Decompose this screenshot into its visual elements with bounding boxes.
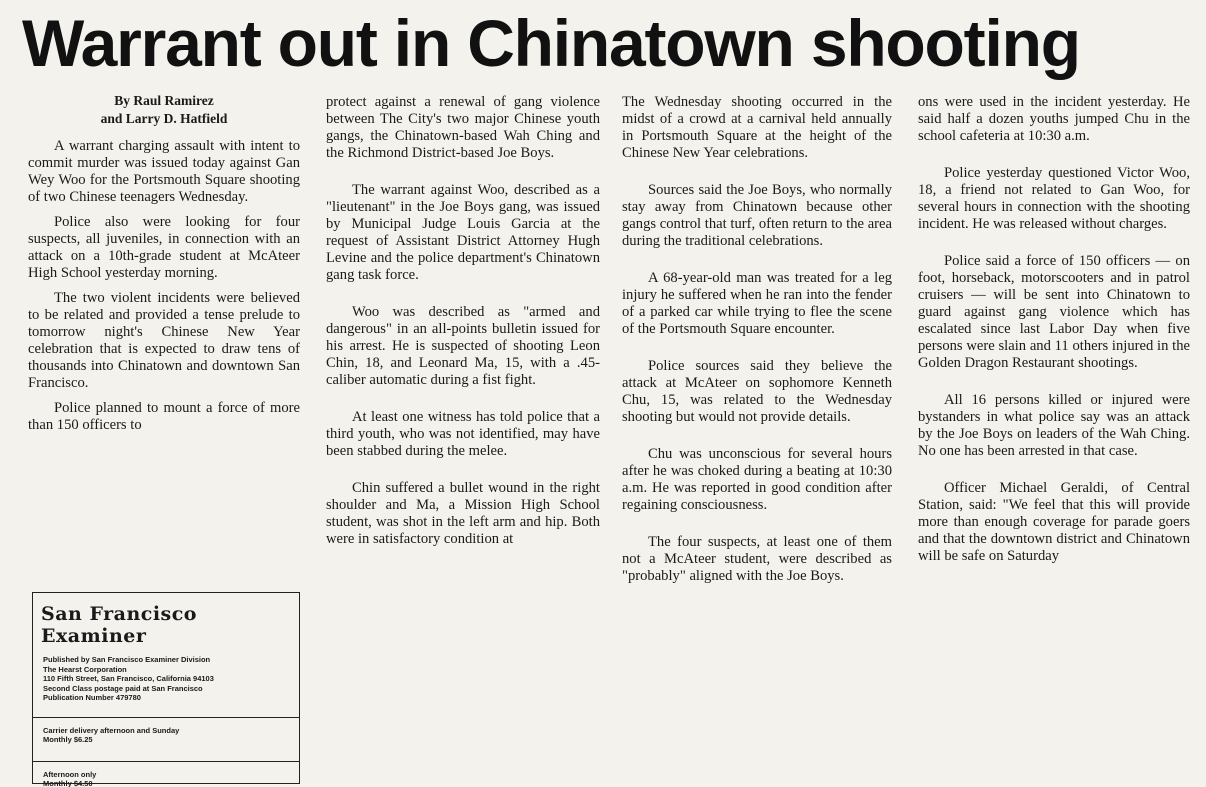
masthead-title: San Francisco Examiner (41, 603, 197, 647)
rate-line: Afternoon only (43, 769, 97, 779)
paragraph: Police planned to mount a force of more than 150 officers to (28, 400, 300, 433)
column-3 (622, 94, 892, 787)
headline: Warrant out in Chinatown shooting (22, 6, 1080, 80)
paragraph: All 16 persons killed or injured were bystanders in what police say was an attack by the Joe Boys on leaders of the Wah Ching. No one has been arrested in that case. (918, 392, 1190, 459)
rate-line: Monthly $6.25 (43, 735, 93, 744)
masthead-line: Published by San Francisco Examiner Division (43, 655, 211, 664)
paragraph: A warrant charging assault with intent to commit murder was issued today against Gan Wey Woo for the Portsmouth Square shooting of two Chinese teenagers Wednesday. (28, 138, 300, 205)
byline (28, 92, 300, 128)
column-2 (326, 94, 600, 787)
masthead-rates-afternoon (33, 762, 299, 787)
masthead-rates-carrier (33, 718, 299, 753)
paragraph: Chu was unconscious for several hours after he was choked during a beating at 10:30 a.m. He was reported in good condition after regaining consciousness. (622, 446, 892, 513)
masthead-line: Publication Number 479780 (43, 693, 141, 702)
column-4 (918, 94, 1190, 787)
paragraph: The two violent incidents were believed to be related and provided a tense prelude to tomorrow night's Chinese New Year celebration that is expected to draw tens of thousands into Chinatown and downtown San Francisco. (28, 290, 300, 391)
masthead-publisher-info (33, 653, 299, 709)
masthead-line: The Hearst Corporation (43, 664, 127, 674)
paragraph: Chin suffered a bullet wound in the right shoulder and Ma, a Mission High School student, was shot in the left arm and hip. Both were in satisfactory condition at (326, 480, 600, 547)
masthead-line: Second Class postage paid at San Francisco (43, 683, 203, 693)
paragraph: ons were used in the incident yesterday. He said half a dozen youths jumped Chu in the school cafeteria at 10:30 a.m. (918, 94, 1190, 144)
paragraph: Woo was described as "armed and dangerous" in an all-points bulletin issued for his arrest. He is suspected of shooting Leon Chin, 18, and Leonard Ma, 15, with a .45-caliber automatic during a fist fight. (326, 304, 600, 388)
paragraph: A 68-year-old man was treated for a leg injury he suffered when he ran into the fender of a parked car while trying to flee the scene of the Portsmouth Square encounter. (622, 270, 892, 337)
rate-line: Carrier delivery afternoon and Sunday (43, 725, 180, 735)
paragraph: Police sources said they believe the attack at McAteer on sophomore Kenneth Chu, 15, was related to the Wednesday shooting but would not provide details. (622, 358, 892, 425)
paragraph: The four suspects, at least one of them not a McAteer student, were described as "probably" aligned with the Joe Boys. (622, 534, 892, 584)
masthead-line: 110 Fifth Street, San Francisco, California 94103 (43, 674, 214, 683)
paragraph: Police also were looking for four suspects, all juveniles, in connection with an attack on a 10th-grade student at McAteer High School yesterday morning. (28, 214, 300, 281)
rate-line: Monthly $4.50 (43, 779, 93, 787)
paragraph: Police yesterday questioned Victor Woo, 18, a friend not related to Gan Woo, for several hours in connection with the shooting incident. He was released without charges. (918, 165, 1190, 232)
paragraph: protect against a renewal of gang violence between The City's two major Chinese youth gangs, the Chinatown-based Wah Ching and the Richmond District-based Joe Boys. (326, 94, 600, 161)
paragraph: At least one witness has told police that a third youth, who was not identified, may have been stabbed during the melee. (326, 409, 600, 459)
paragraph: Police said a force of 150 officers — on foot, horseback, motorscooters and in patrol cruisers — will be sent into Chinatown to guard against gang violence which has escalated since last Labor Day when five persons were slain and 11 others injured in the Golden Dragon Restaurant shootings. (918, 253, 1190, 371)
paragraph: Officer Michael Geraldi, of Central Station, said: "We feel that this will provide more than enough coverage for parade goers and that the downtown district and Chinatown will be safe on Saturday (918, 480, 1190, 564)
byline-line-2: and Larry D. Hatfield (100, 111, 228, 126)
paragraph: The warrant against Woo, described as a "lieutenant" in the Joe Boys gang, was issued by Municipal Judge Louis Garcia at the request of Assistant District Attorney Hugh Levine and the police department's Chinatown gang task force. (326, 182, 600, 283)
masthead-box (32, 592, 300, 787)
paragraph: Sources said the Joe Boys, who normally stay away from Chinatown because other gangs control that turf, often return to the area during the traditional celebrations. (622, 182, 892, 249)
byline-line-1: By Raul Ramirez (114, 93, 214, 108)
paragraph: The Wednesday shooting occurred in the midst of a crowd at a carnival held annually in Portsmouth Square at the height of the Chinese New Year celebrations. (622, 94, 892, 161)
